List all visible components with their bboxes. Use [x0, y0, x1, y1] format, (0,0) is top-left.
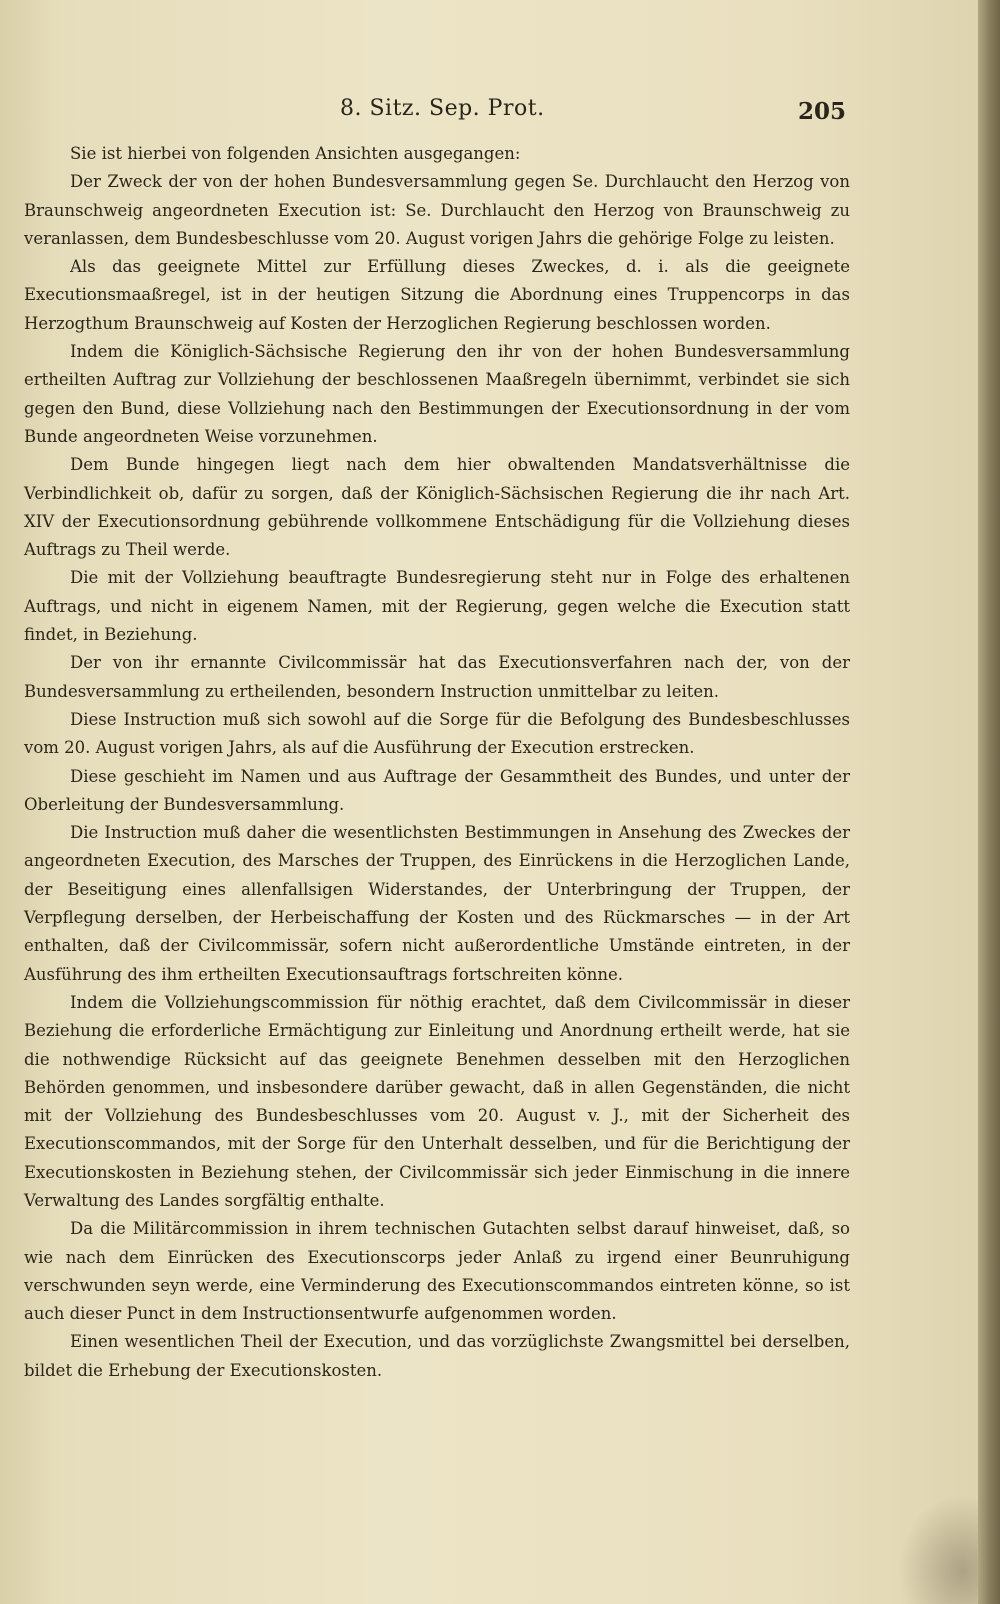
page-header [0, 96, 978, 130]
paragraph: Da die Militärcommission in ihrem technischen Gutachten selbst darauf hinweiset, daß, so wie nach dem Einrücken des Executionscorps jeder Anlaß zu irgend einer Beunruhigung verschwunden seyn werde, eine Verminderung des Executionscommandos eintreten könne, so ist auch dieser Punct in dem Instructionsentwurfe aufgenommen worden. [24, 1219, 850, 1324]
paragraph: Der Zweck der von der hohen Bundesversammlung gegen Se. Durchlaucht den Herzog von Braunschweig angeordneten Execution ist: Se. Durchlaucht den Herzog von Braunschweig zu veranlassen, dem Bundesbeschlusse vom 20. August vorigen Jahrs die gehörige Folge zu leisten. [24, 172, 850, 248]
paragraph: Die Instruction muß daher die wesentlichsten Bestimmungen in Ansehung des Zweckes der angeordneten Execution, des Marsches der Truppen, des Einrückens in die Herzoglichen Lande, der Beseitigung eines allenfallsigen Widerstandes, der Unterbringung der Truppen, der Verpflegung derselben, der Herbeischaffung der Kosten und des Rückmarsches — in der Art enthalten, daß der Civilcommissär, sofern nicht außerordentliche Umstände eintreten, in der Ausführung des ihm ertheilten Executionsauftrags fortschreiten könne. [24, 823, 850, 984]
paragraph: Dem Bunde hingegen liegt nach dem hier obwaltenden Mandatsverhältnisse die Verbindlichkeit ob, dafür zu sorgen, daß der Königlich-Sächsischen Regierung die ihr nach Art. XIV der Executionsordnung gebührende vollkommene Entschädigung für die Vollziehung dieses Auftrags zu Theil werde. [24, 455, 850, 560]
paragraph: Sie ist hierbei von folgenden Ansichten ausgegangen: [70, 144, 521, 163]
page-number: 205 [798, 98, 847, 125]
paragraph: Als das geeignete Mittel zur Erfüllung dieses Zweckes, d. i. als die geeignete Executionsmaaßregel, ist in der heutigen Sitzung die Abordnung eines Truppencorps in das Herzogthum Braunschweig auf Kosten der Herzoglichen Regierung beschlossen worden. [24, 257, 850, 333]
running-head: 8. Sitz. Sep. Prot. [340, 96, 545, 121]
page-edge [978, 0, 1000, 1604]
paragraph: Diese geschieht im Namen und aus Auftrage der Gesammtheit des Bundes, und unter der Oberleitung der Bundesversammlung. [24, 766, 850, 814]
paragraph: Der von ihr ernannte Civilcommissär hat das Executionsverfahren nach der, von der Bundesversammlung zu ertheilenden, besondern Instruction unmittelbar zu leiten. [24, 653, 850, 701]
body-text [24, 140, 850, 1385]
paragraph: Indem die Vollziehungscommission für nöthig erachtet, daß dem Civilcommissär in dieser Beziehung die erforderliche Ermächtigung zur Einleitung und Anordnung ertheilt werde, hat sie die nothwendige Rücksicht auf das geeignete Benehmen desselben mit den Herzoglichen Behörden genommen, und insbesondere darüber gewacht, daß in allen Gegenständen, die nicht mit der Vollziehung des Bundesbeschlusses vom 20. August v. J., mit der Sicherheit des Executionscommandos, mit der Sorge für den Unterhalt desselben, und für die Berichtigung der Executionskosten in Beziehung stehen, der Civilcommissär sich jeder Einmischung in die innere Verwaltung des Landes sorgfältig enthalte. [24, 992, 850, 1210]
paragraph: Indem die Königlich-Sächsische Regierung den ihr von der hohen Bundesversammlung ertheilten Auftrag zur Vollziehung der beschlossenen Maaßregeln übernimmt, verbindet sie sich gegen den Bund, diese Vollziehung nach den Bestimmungen der Executionsordnung in der vom Bunde angeordneten Weise vorzunehmen. [24, 342, 850, 446]
paragraph: Einen wesentlichen Theil der Execution, und das vorzüglichste Zwangsmittel bei derselben, bildet die Erhebung der Executionskosten. [24, 1332, 850, 1380]
paragraph: Die mit der Vollziehung beauftragte Bundesregierung steht nur in Folge des erhaltenen Auftrags, und nicht in eigenem Namen, mit der Regierung, gegen welche die Execution statt findet, in Beziehung. [24, 568, 850, 645]
paragraph: Diese Instruction muß sich sowohl auf die Sorge für die Befolgung des Bundesbeschlusses vom 20. August vorigen Jahrs, als auf die Ausführung der Execution erstrecken. [24, 709, 850, 758]
page-smudge [898, 1494, 978, 1604]
